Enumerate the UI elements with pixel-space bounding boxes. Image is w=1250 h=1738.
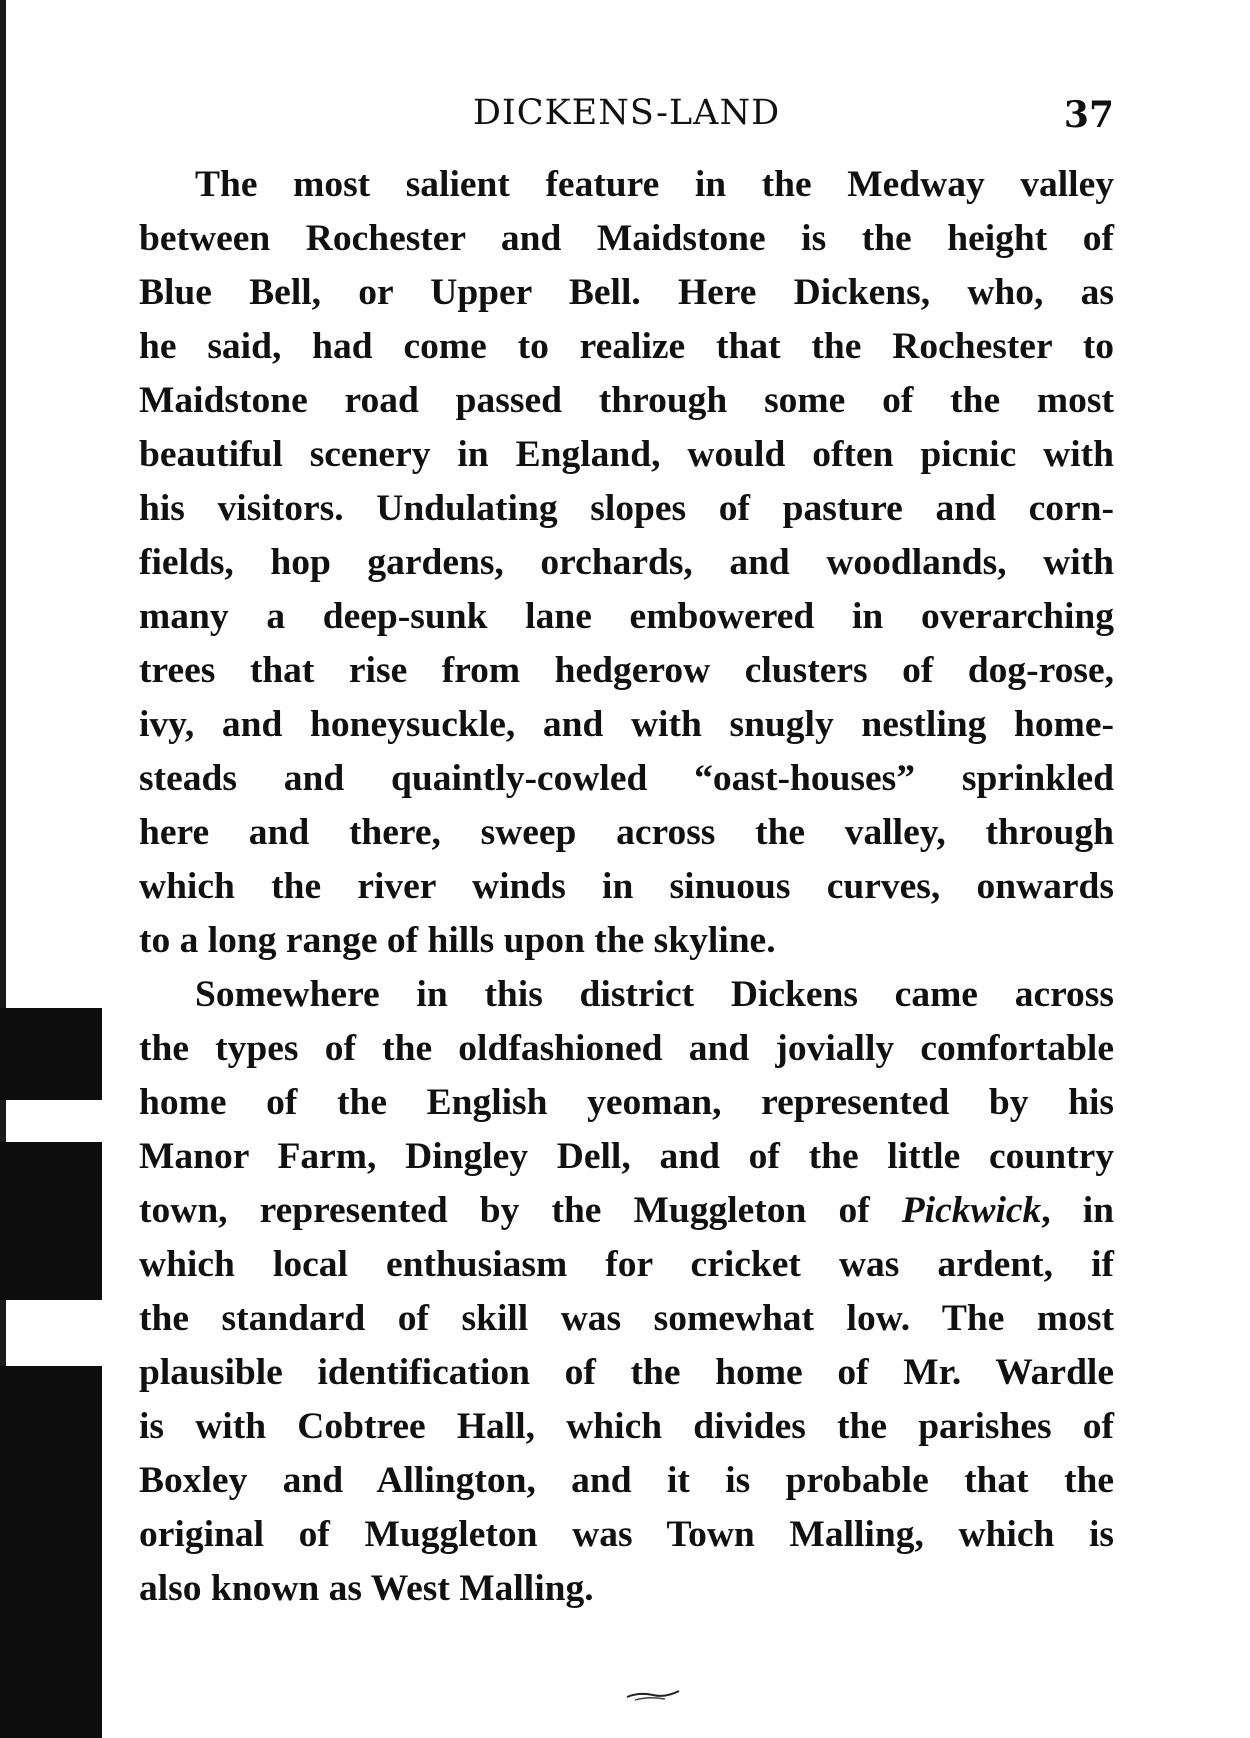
text-line: fields, hop gardens, orchards, and woodlands, with	[139, 542, 1114, 583]
text-line: Maidstone road passed through some of the most	[139, 380, 1114, 421]
text-line: trees that rise from hedgerow clusters of dog-rose,	[139, 650, 1114, 691]
text-line: ivy, and honeysuckle, and with snugly nestling home-	[139, 704, 1114, 745]
text-line: is with Cobtree Hall, which divides the parishes of	[139, 1406, 1114, 1447]
text-line-with-title	[139, 1184, 1114, 1238]
text-line: the types of the oldfashioned and jovially comfortable	[139, 1028, 1114, 1069]
text-line: also known as West Malling.	[139, 1568, 594, 1609]
text-line: to a long range of hills upon the skyline.	[139, 920, 776, 961]
text-line: which the river winds in sinuous curves, onwards	[139, 866, 1114, 907]
text-line: Manor Farm, Dingley Dell, and of the little country	[139, 1136, 1114, 1177]
text-line: Boxley and Allington, and it is probable that the	[139, 1460, 1114, 1501]
text-line: here and there, sweep across the valley, through	[139, 812, 1114, 853]
text-line: many a deep-sunk lane embowered in overarching	[139, 596, 1114, 637]
text-line: Blue Bell, or Upper Bell. Here Dickens, who, as	[139, 272, 1114, 313]
text-line: The most salient feature in the Medway valley	[195, 164, 1114, 205]
running-head	[139, 88, 1114, 138]
text-line: steads and quaintly-cowled “oast-houses” sprinkled	[139, 758, 1114, 799]
ornament-icon	[625, 1688, 681, 1702]
paragraph	[139, 968, 1114, 1616]
text-line: beautiful scenery in England, would often picnic with	[139, 434, 1114, 475]
page-number: 37	[1063, 94, 1114, 136]
text-segment: town, represented by the Muggleton of	[139, 1190, 902, 1231]
text-line: which local enthusiasm for cricket was ardent, if	[139, 1244, 1114, 1285]
text-line: plausible identification of the home of Mr. Wardle	[139, 1352, 1114, 1393]
running-title: DICKENS-LAND	[472, 93, 781, 133]
text-line: his visitors. Undulating slopes of pasture and corn-	[139, 488, 1114, 529]
binding-mark	[0, 1366, 102, 1738]
book-title: Pickwick	[901, 1190, 1042, 1231]
text-line: home of the English yeoman, represented by his	[139, 1082, 1114, 1123]
text-segment: , in	[1041, 1190, 1114, 1231]
body-text	[139, 158, 1114, 1616]
binding-mark	[0, 1142, 102, 1300]
text-line: Somewhere in this district Dickens came across	[195, 974, 1114, 1015]
paragraph	[139, 158, 1114, 968]
text-line: original of Muggleton was Town Malling, which is	[139, 1514, 1114, 1555]
text-line: he said, had come to realize that the Rochester to	[139, 326, 1114, 367]
text-line: the standard of skill was somewhat low. The most	[139, 1298, 1114, 1339]
text-line: between Rochester and Maidstone is the height of	[139, 218, 1114, 259]
binding-mark	[0, 1008, 102, 1100]
